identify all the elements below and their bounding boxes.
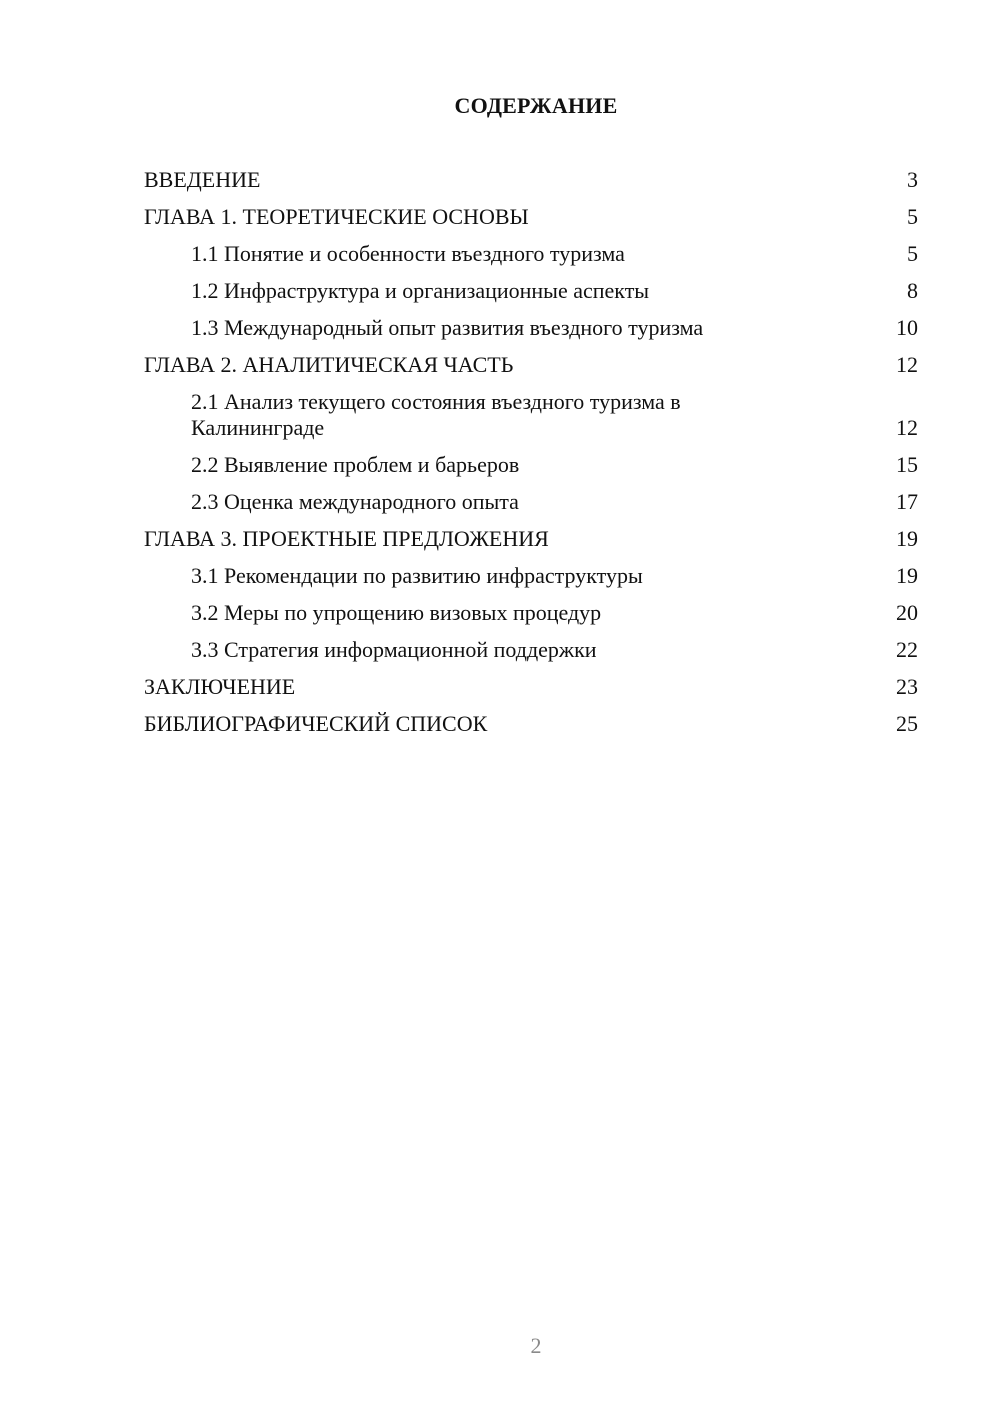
- toc-entry-page: 5: [907, 204, 918, 229]
- toc-entry-chapter-1: [144, 204, 918, 230]
- toc-entry-label: 3.3 Стратегия информационной поддержки: [191, 637, 597, 662]
- toc-entry-label: 2.1 Анализ текущего состояния въездного туризма в Калининграде: [191, 389, 681, 440]
- toc-entry-page: 22: [896, 637, 918, 662]
- toc-entry-section-2-2: [144, 452, 918, 478]
- toc-entry-label: 3.1 Рекомендации по развитию инфраструктуры: [191, 563, 643, 588]
- toc-entry-page: 19: [896, 563, 918, 588]
- toc-entry-label: ГЛАВА 3. ПРОЕКТНЫЕ ПРЕДЛОЖЕНИЯ: [144, 526, 549, 551]
- toc-entry-label: ГЛАВА 2. АНАЛИТИЧЕСКАЯ ЧАСТЬ: [144, 352, 514, 377]
- toc-entry-page: 20: [896, 600, 918, 625]
- toc-entry-page: 3: [907, 167, 918, 192]
- toc-entry-page: 10: [896, 315, 918, 340]
- toc-entry-page: 19: [896, 526, 918, 551]
- toc-entry-section-2-1: [144, 389, 918, 441]
- toc-entry-label: 1.2 Инфраструктура и организационные аспекты: [191, 278, 650, 303]
- toc-entry-section-1-2: [144, 278, 918, 304]
- toc-entry-page: 15: [896, 452, 918, 477]
- toc-entry-section-1-3: [144, 315, 918, 341]
- toc-entry-section-3-1: [144, 563, 918, 589]
- toc-entry-chapter-3: [144, 526, 918, 552]
- toc-entry-page: 8: [907, 278, 918, 303]
- toc-entry-label: БИБЛИОГРАФИЧЕСКИЙ СПИСОК: [144, 711, 488, 736]
- toc-entry-page: 23: [896, 674, 918, 699]
- toc-entry-section-3-3: [144, 637, 918, 663]
- toc-entry-label: 3.2 Меры по упрощению визовых процедур: [191, 600, 602, 625]
- toc-entry-label: 2.3 Оценка международного опыта: [191, 489, 519, 514]
- toc-entry-label: 1.3 Международный опыт развития въездного туризма: [191, 315, 704, 340]
- toc-entry-page: 25: [896, 711, 918, 736]
- table-of-contents: [144, 167, 918, 748]
- page-number: 2: [530, 1333, 542, 1358]
- toc-entry-bibliography: [144, 711, 918, 737]
- toc-entry-label: ЗАКЛЮЧЕНИЕ: [144, 674, 296, 699]
- toc-entry-chapter-2: [144, 352, 918, 378]
- toc-entry-page: 17: [896, 489, 918, 514]
- toc-entry-section-3-2: [144, 600, 918, 626]
- toc-entry-label: ГЛАВА 1. ТЕОРЕТИЧЕСКИЕ ОСНОВЫ: [144, 204, 529, 229]
- toc-title: СОДЕРЖАНИЕ: [454, 93, 618, 118]
- toc-entry-section-2-3: [144, 489, 918, 515]
- toc-entry-page: 12: [896, 415, 918, 440]
- toc-entry-conclusion: [144, 674, 918, 700]
- toc-entry-label: ВВЕДЕНИЕ: [144, 167, 261, 192]
- toc-entry-label: 1.1 Понятие и особенности въездного туризма: [191, 241, 625, 266]
- toc-entry-page: 5: [907, 241, 918, 266]
- toc-entry-label: 2.2 Выявление проблем и барьеров: [191, 452, 520, 477]
- toc-entry-introduction: [144, 167, 918, 193]
- toc-entry-page: 12: [896, 352, 918, 377]
- toc-entry-section-1-1: [144, 241, 918, 267]
